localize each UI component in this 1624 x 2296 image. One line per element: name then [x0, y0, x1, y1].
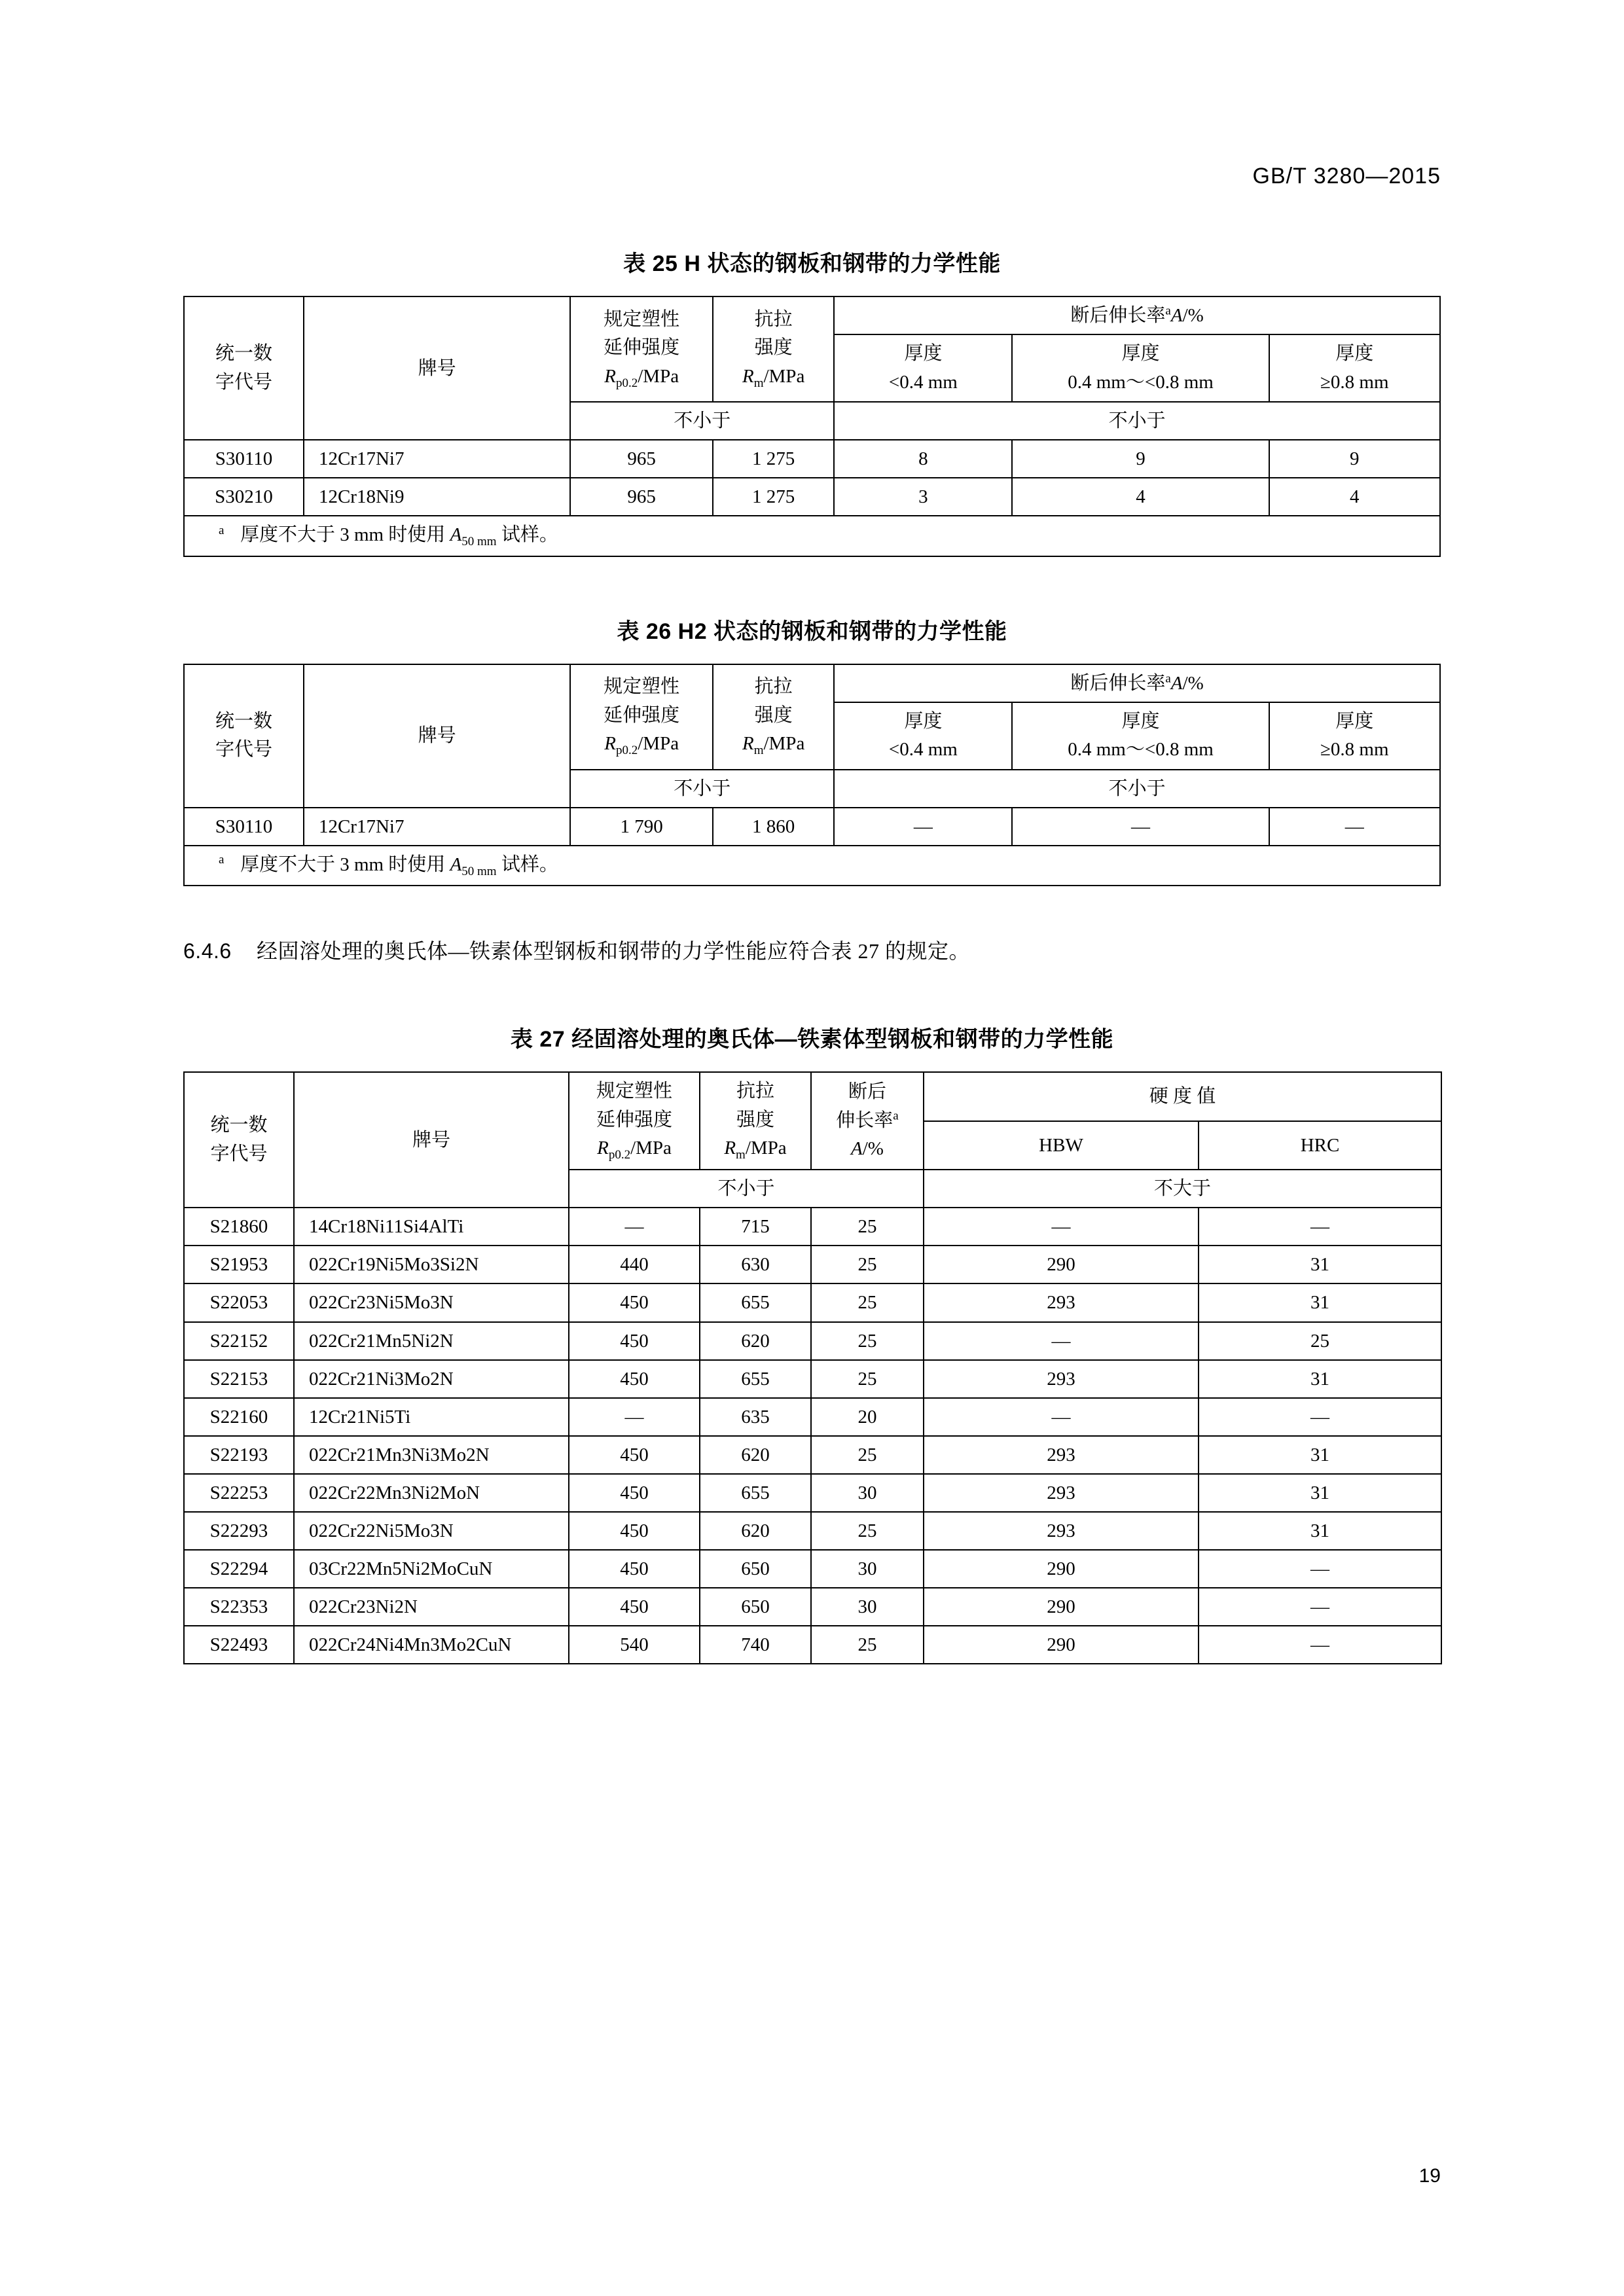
cell-rp: 450 [569, 1436, 700, 1474]
cell-grade: 022Cr24Ni4Mn3Mo2CuN [294, 1626, 569, 1664]
cell-rm: 655 [700, 1474, 811, 1512]
cell-grade: 022Cr21Mn3Ni3Mo2N [294, 1436, 569, 1474]
cell-grade: 022Cr21Mn5Ni2N [294, 1322, 569, 1360]
code-line-1: 统一数 [210, 1115, 268, 1136]
cell-grade: 14Cr18Ni11Si4AlTi [294, 1208, 569, 1246]
table-25-title: 表 25 H 状态的钢板和钢带的力学性能 [623, 251, 1001, 276]
cell-a: 25 [811, 1283, 924, 1321]
cell-a1: 3 [834, 478, 1012, 516]
cell-rp: — [569, 1398, 700, 1436]
table-row [184, 1208, 1441, 1246]
col-header-code [184, 1072, 294, 1208]
cell-grade: 03Cr22Mn5Ni2MoCuN [294, 1550, 569, 1588]
cell-rm: 1 860 [713, 808, 834, 846]
cell-a: 30 [811, 1588, 924, 1626]
table-25-footnote: $^a$ 厚度不大于 3 mm 时使用 $A_{50 mm}$ 试样。 [184, 516, 1440, 556]
code-line-2: 字代号 [215, 371, 272, 393]
cell-rp: 450 [569, 1512, 700, 1550]
cell-a3: 9 [1269, 440, 1440, 478]
cell-hrc: 31 [1199, 1360, 1441, 1398]
cell-a: 25 [811, 1246, 924, 1283]
cell-a: 25 [811, 1626, 924, 1664]
table-row [184, 1436, 1441, 1474]
code-line-1: 统一数 [215, 710, 272, 732]
cell-hrc: 25 [1199, 1322, 1441, 1360]
cell-rp: 440 [569, 1246, 700, 1283]
elong-line-1: 断后 [848, 1081, 886, 1103]
cell-rp: 965 [570, 440, 713, 478]
table-row [184, 808, 1440, 846]
col-header-thickness-3 [1269, 702, 1440, 770]
cell-rp: 540 [569, 1626, 700, 1664]
cell-code: S22053 [184, 1283, 294, 1321]
col-header-thickness-1 [834, 702, 1012, 770]
rp-symbol: $R_{p0.2}$/MPa [604, 733, 679, 758]
cell-code: S22160 [184, 1398, 294, 1436]
table-row [184, 1322, 1441, 1360]
cell-grade: 022Cr22Mn3Ni2MoN [294, 1474, 569, 1512]
thickness-2-line-1: 厚度 [1121, 710, 1160, 732]
table-row [184, 1474, 1441, 1512]
cell-code: S22153 [184, 1360, 294, 1398]
col-header-code [184, 296, 304, 440]
cell-a1: 8 [834, 440, 1012, 478]
col-header-grade: 牌号 [304, 296, 570, 440]
cell-rp: 1 790 [570, 808, 713, 846]
clause-text: 经固溶处理的奥氏体—铁素体型钢板和钢带的力学性能应符合表 27 的规定。 [257, 939, 971, 963]
cell-a: 25 [811, 1208, 924, 1246]
cell-hbw: 293 [924, 1360, 1199, 1398]
rp-line-2: 延伸强度 [604, 337, 680, 359]
table-row [184, 1550, 1441, 1588]
cell-code: S22294 [184, 1550, 294, 1588]
table-row [184, 440, 1440, 478]
cell-rm: 715 [700, 1208, 811, 1246]
table-27 [183, 1071, 1442, 1664]
clause-number: 6.4.6 [183, 939, 232, 963]
cell-rm: 650 [700, 1550, 811, 1588]
code-line-2: 字代号 [210, 1143, 268, 1164]
table-row [184, 516, 1440, 556]
cell-grade: 022Cr22Ni5Mo3N [294, 1512, 569, 1550]
rm-symbol: $R_m$/MPa [742, 733, 805, 758]
cell-hrc: — [1199, 1398, 1441, 1436]
cell-rp: 450 [569, 1360, 700, 1398]
cell-grade: 12Cr17Ni7 [304, 440, 570, 478]
cell-code: S21860 [184, 1208, 294, 1246]
thickness-2-line-1: 厚度 [1121, 343, 1160, 365]
cell-hrc: — [1199, 1208, 1441, 1246]
thickness-1-line-2: <0.4 mm [888, 371, 958, 393]
cell-rp: 965 [570, 478, 713, 516]
cell-rm: 655 [700, 1283, 811, 1321]
cell-rm: 655 [700, 1360, 811, 1398]
cell-code: S22493 [184, 1626, 294, 1664]
cell-rm: 620 [700, 1322, 811, 1360]
not-less-than: 不小于 [569, 1170, 924, 1208]
code-line-2: 字代号 [215, 739, 272, 761]
not-less-than-left: 不小于 [570, 770, 834, 808]
cell-hbw: 290 [924, 1588, 1199, 1626]
table-row [184, 1626, 1441, 1664]
cell-grade: 022Cr23Ni2N [294, 1588, 569, 1626]
col-header-rm [713, 664, 834, 770]
col-header-rp [570, 296, 713, 402]
col-header-elongation-group: 断后伸长率$^a$A/% [834, 296, 1440, 334]
table-row [184, 1246, 1441, 1283]
col-header-rp [569, 1072, 700, 1170]
elong-line-3: A/% [851, 1138, 884, 1160]
cell-rm: 1 275 [713, 478, 834, 516]
cell-grade: 12Cr17Ni7 [304, 808, 570, 846]
cell-code: S30110 [184, 808, 304, 846]
rm-line-1: 抗拉 [754, 676, 793, 698]
cell-hrc: 31 [1199, 1436, 1441, 1474]
not-more-than: 不大于 [924, 1170, 1441, 1208]
rp-line-1: 规定塑性 [596, 1081, 672, 1102]
cell-hrc: 31 [1199, 1283, 1441, 1321]
cell-hbw: 293 [924, 1436, 1199, 1474]
cell-a: 25 [811, 1360, 924, 1398]
thickness-3-line-2: ≥0.8 mm [1320, 739, 1389, 761]
thickness-1-line-1: 厚度 [904, 343, 943, 365]
cell-rm: 740 [700, 1626, 811, 1664]
cell-grade: 022Cr21Ni3Mo2N [294, 1360, 569, 1398]
cell-grade: 12Cr18Ni9 [304, 478, 570, 516]
thickness-3-line-1: 厚度 [1335, 710, 1374, 732]
table-26-footnote: $^a$ 厚度不大于 3 mm 时使用 $A_{50 mm}$ 试样。 [184, 846, 1440, 886]
code-line-1: 统一数 [215, 343, 272, 365]
table-row [184, 1398, 1441, 1436]
cell-grade: 022Cr19Ni5Mo3Si2N [294, 1246, 569, 1283]
col-header-hbw: HBW [924, 1121, 1199, 1170]
thickness-2-line-2: 0.4 mm～<0.8 mm [1068, 371, 1214, 393]
cell-a: 25 [811, 1322, 924, 1360]
cell-rm: 635 [700, 1398, 811, 1436]
table-row [184, 1072, 1441, 1121]
cell-a: 20 [811, 1398, 924, 1436]
rm-line-2: 强度 [754, 337, 793, 359]
thickness-1-line-2: <0.4 mm [888, 739, 958, 761]
cell-a: 25 [811, 1436, 924, 1474]
col-header-code [184, 664, 304, 808]
table-row [184, 846, 1440, 886]
cell-a: 30 [811, 1550, 924, 1588]
cell-a3: — [1269, 808, 1440, 846]
cell-rp: 450 [569, 1588, 700, 1626]
cell-hbw: 290 [924, 1246, 1199, 1283]
table-25 [183, 296, 1441, 557]
cell-a2: 4 [1012, 478, 1269, 516]
table-row [184, 1360, 1441, 1398]
cell-hrc: 31 [1199, 1246, 1441, 1283]
table-row [184, 1283, 1441, 1321]
cell-hbw: — [924, 1398, 1199, 1436]
cell-hbw: 293 [924, 1512, 1199, 1550]
col-header-rp [570, 664, 713, 770]
clause-6-4-6 [183, 935, 1441, 965]
cell-rm: 620 [700, 1436, 811, 1474]
col-header-grade: 牌号 [304, 664, 570, 808]
cell-rp: 450 [569, 1283, 700, 1321]
cell-code: S22253 [184, 1474, 294, 1512]
table-row [184, 1588, 1441, 1626]
rm-symbol: $R_m$/MPa [724, 1138, 787, 1162]
cell-code: S22152 [184, 1322, 294, 1360]
cell-hrc: — [1199, 1550, 1441, 1588]
col-header-rm [713, 296, 834, 402]
cell-grade: 12Cr21Ni5Ti [294, 1398, 569, 1436]
cell-a: 30 [811, 1474, 924, 1512]
col-header-hrc: HRC [1199, 1121, 1441, 1170]
cell-rm: 1 275 [713, 440, 834, 478]
rp-symbol: $R_{p0.2}$/MPa [604, 365, 679, 390]
rm-line-1: 抗拉 [754, 308, 793, 330]
cell-a: 25 [811, 1512, 924, 1550]
elong-line-2: 伸长率$^a$ [836, 1109, 899, 1131]
cell-hbw: 290 [924, 1626, 1199, 1664]
page-number: 19 [1418, 2165, 1441, 2187]
cell-code: S21953 [184, 1246, 294, 1283]
cell-code: S30110 [184, 440, 304, 478]
cell-rm: 620 [700, 1512, 811, 1550]
cell-hbw: — [924, 1208, 1199, 1246]
thickness-3-line-2: ≥0.8 mm [1320, 371, 1389, 393]
rp-line-2: 延伸强度 [604, 704, 680, 726]
cell-hbw: 290 [924, 1550, 1199, 1588]
cell-a2: 9 [1012, 440, 1269, 478]
cell-rm: 650 [700, 1588, 811, 1626]
cell-hrc: — [1199, 1588, 1441, 1626]
col-header-thickness-3 [1269, 334, 1440, 402]
col-header-thickness-1 [834, 334, 1012, 402]
rm-line-1: 抗拉 [736, 1081, 774, 1102]
rm-line-2: 强度 [736, 1109, 774, 1130]
cell-code: S22293 [184, 1512, 294, 1550]
cell-rp: 450 [569, 1322, 700, 1360]
col-header-thickness-2 [1012, 334, 1269, 402]
table-26-title: 表 26 H2 状态的钢板和钢带的力学性能 [617, 619, 1007, 644]
table-row [184, 478, 1440, 516]
rp-line-1: 规定塑性 [604, 676, 680, 698]
rp-symbol: $R_{p0.2}$/MPa [597, 1138, 672, 1162]
col-header-hardness-group: 硬 度 值 [924, 1072, 1441, 1121]
not-less-than-right: 不小于 [834, 402, 1440, 440]
cell-rp: 450 [569, 1474, 700, 1512]
table-row [184, 664, 1440, 702]
col-header-rm [700, 1072, 811, 1170]
cell-hrc: 31 [1199, 1474, 1441, 1512]
thickness-2-line-2: 0.4 mm～<0.8 mm [1068, 739, 1214, 761]
col-header-grade: 牌号 [294, 1072, 569, 1208]
cell-rm: 630 [700, 1246, 811, 1283]
cell-hbw: — [924, 1322, 1199, 1360]
not-less-than-left: 不小于 [570, 402, 834, 440]
rm-line-2: 强度 [754, 704, 793, 726]
rm-symbol: $R_m$/MPa [742, 365, 805, 390]
thickness-1-line-1: 厚度 [904, 710, 943, 732]
cell-rp: — [569, 1208, 700, 1246]
cell-code: S30210 [184, 478, 304, 516]
table-row [184, 1512, 1441, 1550]
cell-a1: — [834, 808, 1012, 846]
cell-hrc: 31 [1199, 1512, 1441, 1550]
cell-code: S22193 [184, 1436, 294, 1474]
table-row [184, 296, 1440, 334]
cell-code: S22353 [184, 1588, 294, 1626]
cell-grade: 022Cr23Ni5Mo3N [294, 1283, 569, 1321]
cell-hbw: 293 [924, 1474, 1199, 1512]
col-header-thickness-2 [1012, 702, 1269, 770]
thickness-3-line-1: 厚度 [1335, 343, 1374, 365]
table-27-title: 表 27 经固溶处理的奥氏体—铁素体型钢板和钢带的力学性能 [510, 1027, 1114, 1052]
rp-line-1: 规定塑性 [604, 308, 680, 330]
cell-rp: 450 [569, 1550, 700, 1588]
rp-line-2: 延伸强度 [596, 1109, 672, 1130]
cell-a2: — [1012, 808, 1269, 846]
page-header: GB/T 3280—2015 [1252, 164, 1441, 188]
table-26 [183, 664, 1441, 886]
col-header-elongation [811, 1072, 924, 1170]
cell-hbw: 293 [924, 1283, 1199, 1321]
cell-hrc: — [1199, 1626, 1441, 1664]
not-less-than-right: 不小于 [834, 770, 1440, 808]
col-header-elongation-group: 断后伸长率$^a$A/% [834, 664, 1440, 702]
cell-a3: 4 [1269, 478, 1440, 516]
